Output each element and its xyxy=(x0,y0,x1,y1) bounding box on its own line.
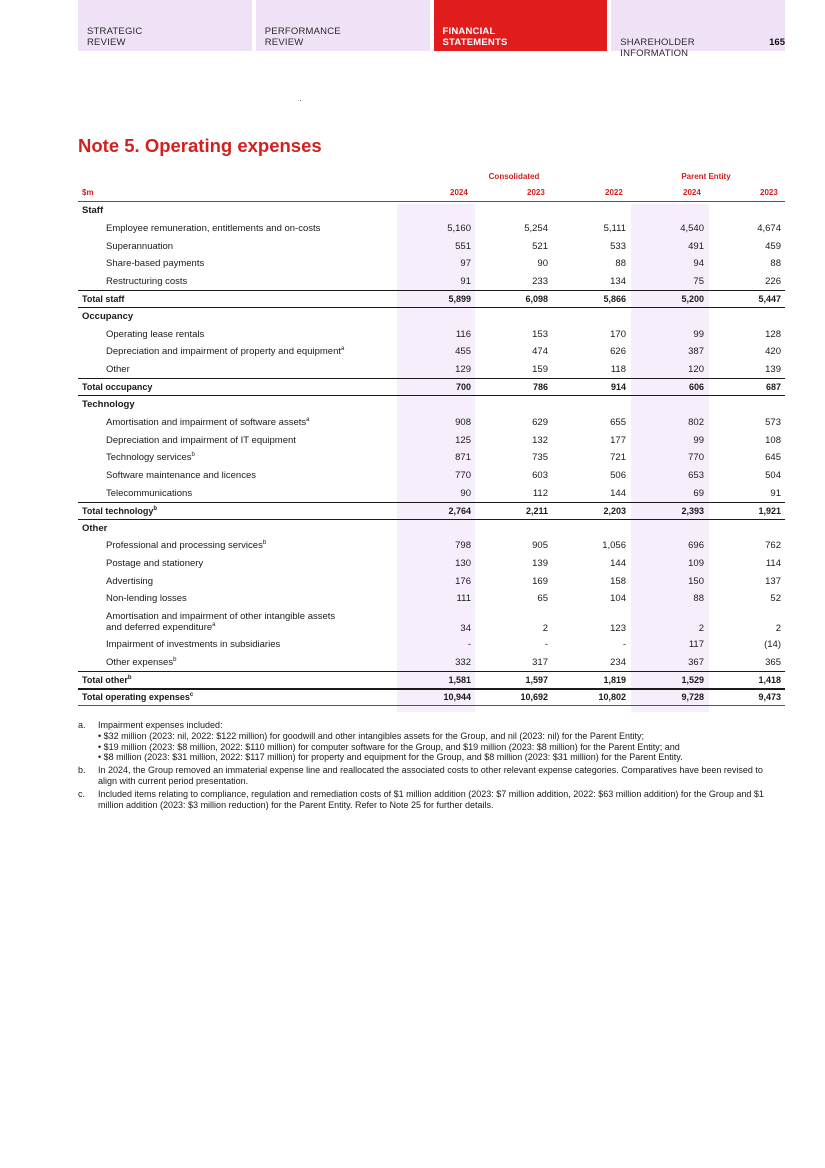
grand-total-row: Total operating expenses$^c$ 10,944 10,692 10,802 9,728 9,473 xyxy=(78,689,785,707)
table-row: Non-lending losses 111 65 104 88 52 xyxy=(106,593,781,605)
total-row: Total other$^b$ 1,581 1,597 1,819 1,529 1,418 xyxy=(78,671,785,689)
footnote-b: b. In 2024, the Group removed an immaterial expense line and reallocated the associated costs to other relevant expense categories. Comparatives have been revised to align with current period presentation. xyxy=(78,765,763,786)
section-heading: Other xyxy=(82,522,108,534)
table-row: Other expenses$^b$ 332 317 234 367 365 xyxy=(106,656,781,668)
page-number: 165 xyxy=(769,37,785,48)
table-row: Professional and processing services$^b$ 798 905 1,056 696 762 xyxy=(106,540,781,552)
table-row: Operating lease rentals 116 153 170 99 128 xyxy=(106,328,781,340)
table-row: Software maintenance and licences 770 603 506 653 504 xyxy=(106,469,781,481)
tab-shareholder-label: SHAREHOLDER INFORMATION xyxy=(620,37,695,59)
table-row: Postage and stationery 130 139 144 109 114 xyxy=(106,558,781,570)
total-row: Total staff 5,899 6,098 5,866 5,200 5,447 xyxy=(78,290,785,308)
footnote-c: c. Included items relating to compliance, regulation and remediation costs of $1 million addition (2023: $7 million addition, 2022: $63 million addition) for the Group and $1 million addition (2023: $3 million reduction) for the Parent Entity. Refer to Note 25 for further details. xyxy=(78,788,764,810)
table-row: Other 129 159 118 120 139 xyxy=(106,364,781,376)
tab-financial-statements[interactable]: FINANCIAL STATEMENTS xyxy=(434,0,608,51)
section-heading: Occupancy xyxy=(82,311,134,323)
col-header-c4: 2024 xyxy=(683,188,701,197)
group-header-consolidated: Consolidated xyxy=(488,172,540,181)
section-nav xyxy=(78,0,785,59)
tab-performance-review[interactable]: PERFORMANCE REVIEW xyxy=(256,0,430,51)
table-row: Superannuation 551 521 533 491 459 xyxy=(106,240,781,252)
section-heading: Technology xyxy=(82,399,135,411)
section-heading: Staff xyxy=(82,205,104,217)
column-header-row xyxy=(78,188,785,202)
col-header-c3: 2022 xyxy=(605,188,623,197)
table-row: Impairment of investments in subsidiaries - - - 117 (14) xyxy=(106,639,781,651)
footnote-a: a. Impairment expenses included: • $32 million (2023: nil, 2022: $122 million) for goodwill and other intangibles assets for the Group, and nil (2023: nil) for the Parent Entity; • $19 million (2023: $8 million, 2022: $110 million) for computer software for the Group, and $19 million (2023: $8 million) for the Parent Entity; and • $8 million (2023: $31 million, 2022: $117 million) for property and equipment for the Group, and $8 million (2023: $31 million) for the Parent Entity. xyxy=(78,720,683,763)
total-row: Total technology$^b$ 2,764 2,211 2,203 2,393 1,921 xyxy=(78,502,785,520)
table-row: Employee remuneration, entitlements and on-costs 5,160 5,254 5,111 4,540 4,674 xyxy=(106,222,781,234)
col-header-c2: 2023 xyxy=(527,188,545,197)
col-header-label: $m xyxy=(82,188,94,197)
table-row: Depreciation and impairment of property and equipment$^a$ 455 474 626 387 420 xyxy=(106,346,781,358)
tab-shareholder-information[interactable] xyxy=(611,0,785,59)
col-header-c5: 2023 xyxy=(760,188,778,197)
page-title: Note 5. Operating expenses xyxy=(78,135,322,156)
table-row: Amortisation and impairment of software assets$^a$ 908 629 655 802 573 xyxy=(106,416,781,428)
table-row: Telecommunications 90 112 144 69 91 xyxy=(106,487,781,499)
table-body xyxy=(78,202,785,706)
stray-dot xyxy=(300,100,301,101)
tab-strategic-review[interactable]: STRATEGIC REVIEW xyxy=(78,0,252,51)
table-row: Advertising 176 169 158 150 137 xyxy=(106,575,781,587)
table-row: Depreciation and impairment of IT equipment 125 132 177 99 108 xyxy=(106,434,781,446)
table-row: Amortisation and impairment of other intangible assets and deferred expenditure$^a$ 34 2 123 2 2 xyxy=(106,610,781,634)
table-row: Share-based payments 97 90 88 94 88 xyxy=(106,258,781,270)
col-header-c1: 2024 xyxy=(450,188,468,197)
group-header-parent: Parent Entity xyxy=(681,172,731,181)
table-row: Restructuring costs 91 233 134 75 226 xyxy=(106,275,781,287)
footnotes xyxy=(78,720,778,812)
total-row: Total occupancy 700 786 914 606 687 xyxy=(78,378,785,396)
table-row: Technology services$^b$ 871 735 721 770 645 xyxy=(106,452,781,464)
